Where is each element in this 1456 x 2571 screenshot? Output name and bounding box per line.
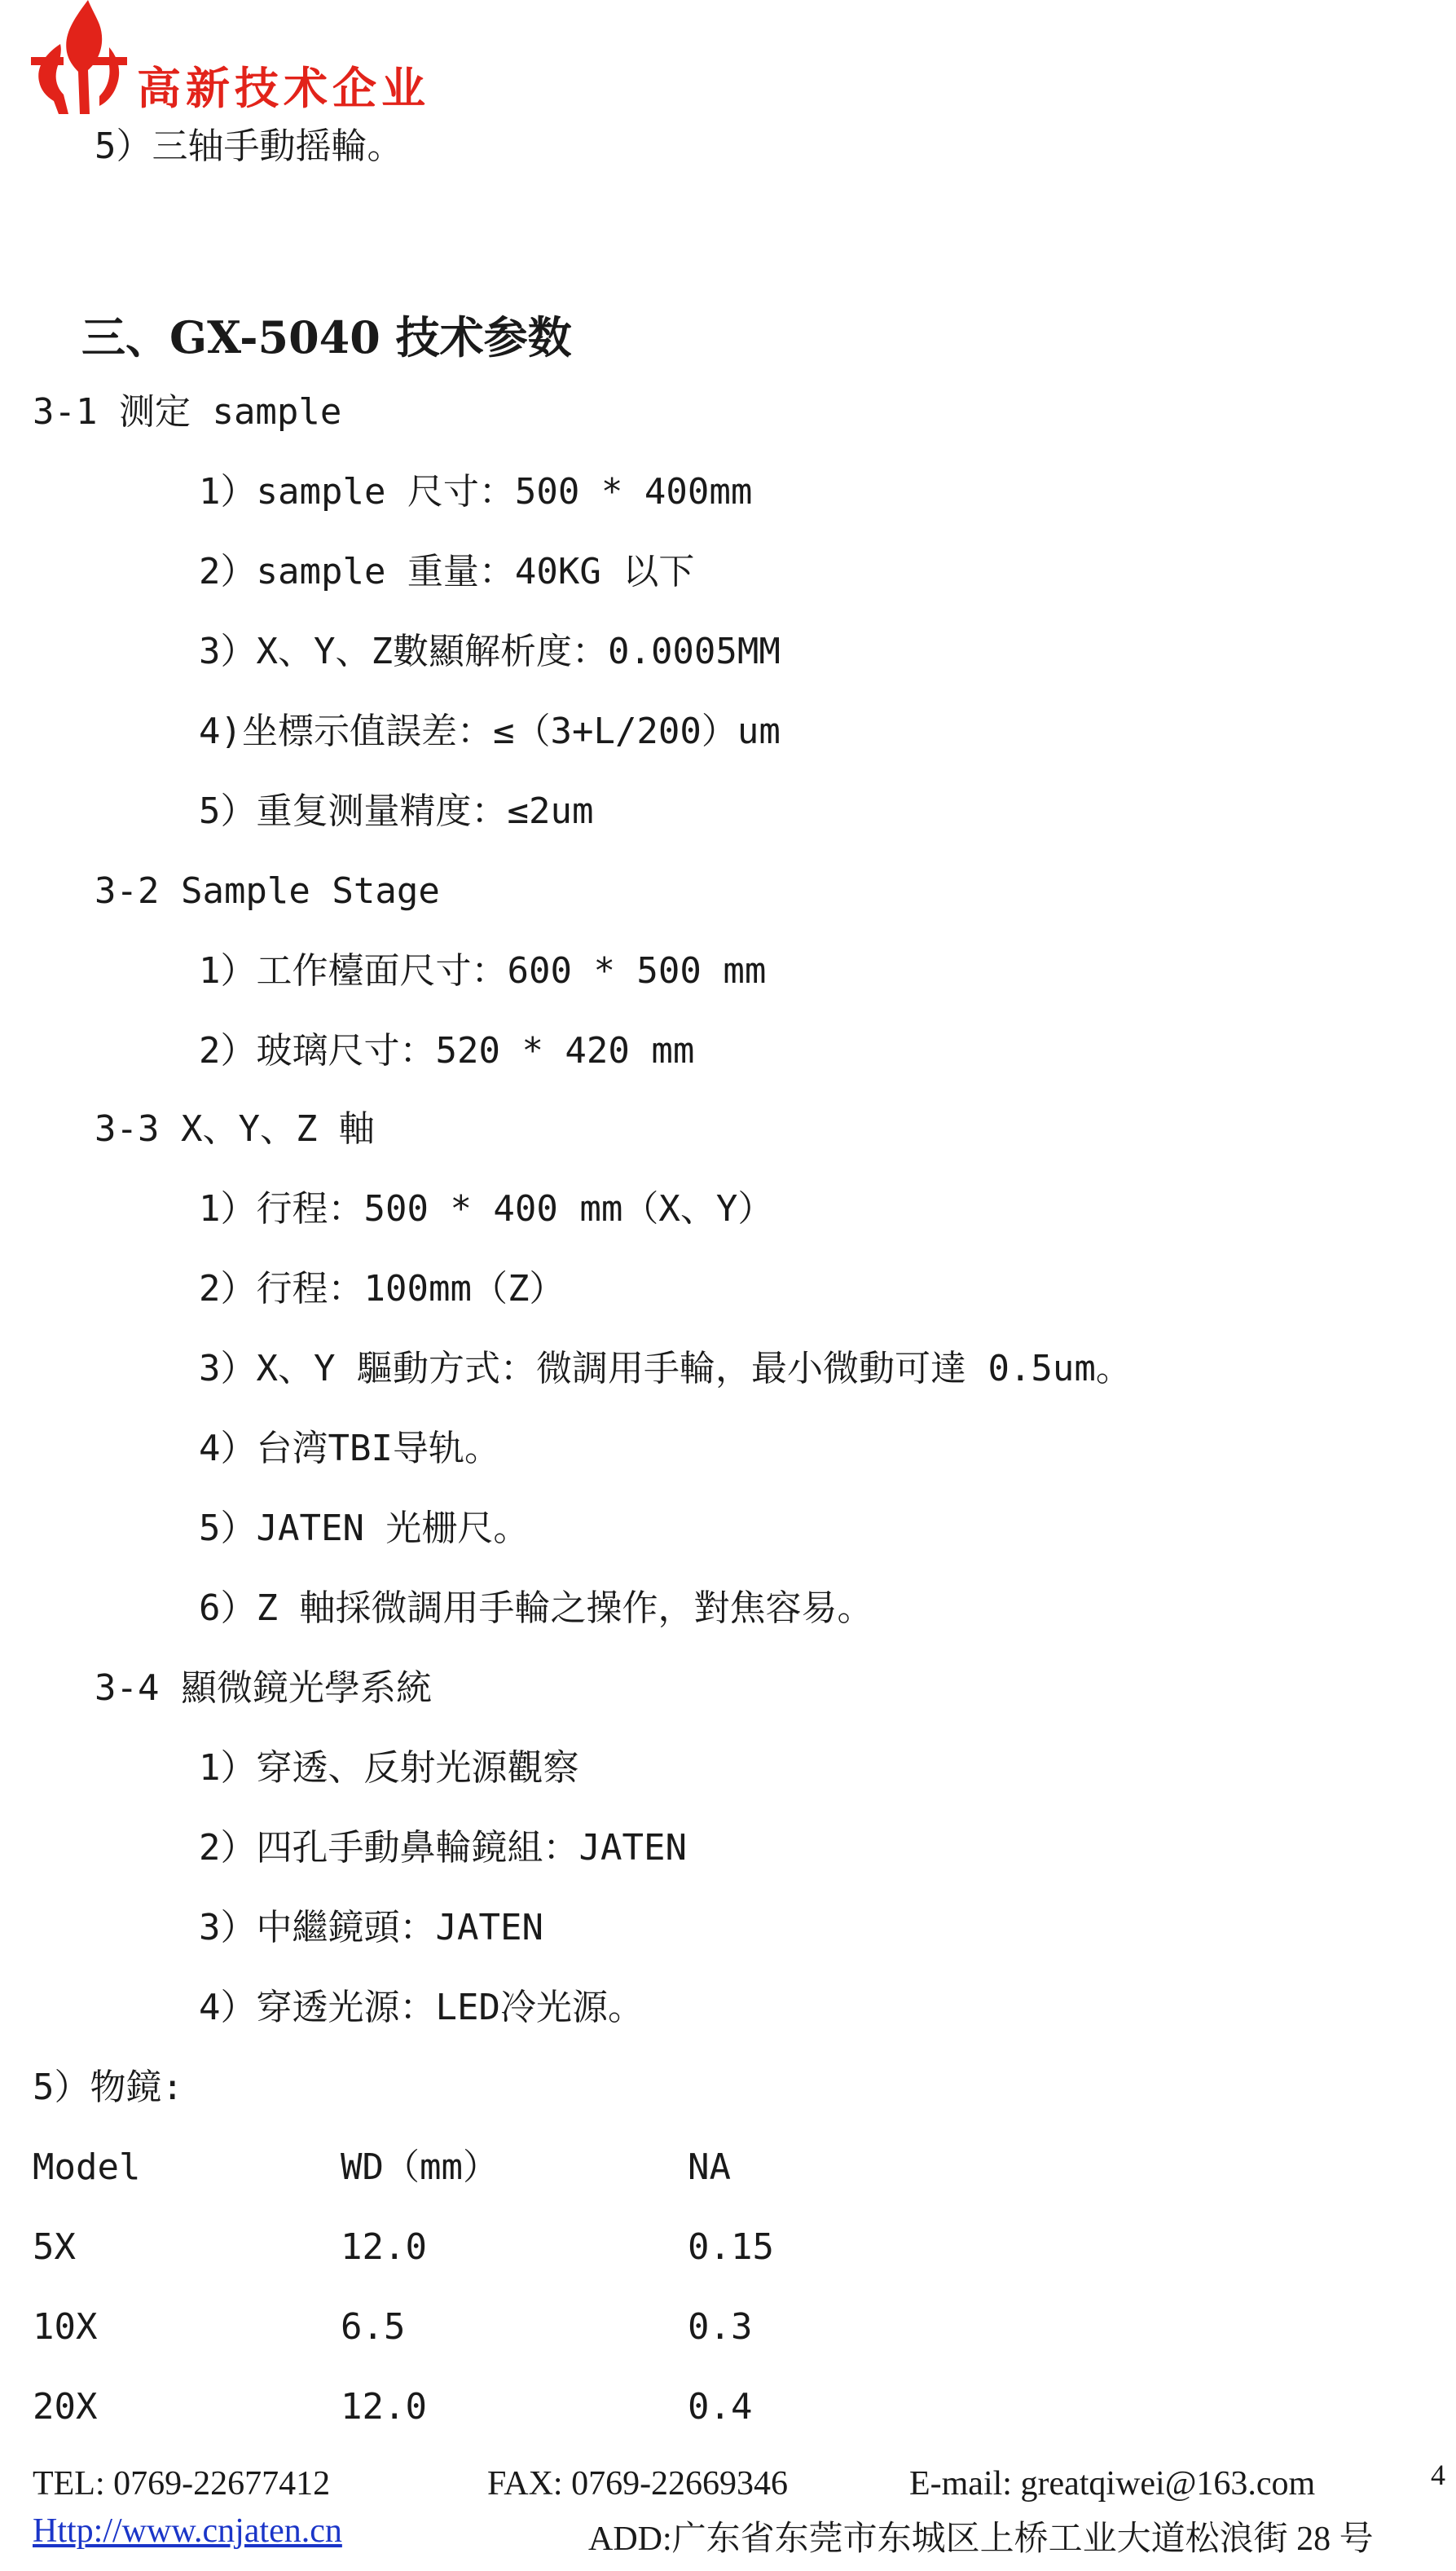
page-number: 4: [1431, 2459, 1445, 2491]
flame-emblem-icon: [31, 0, 127, 114]
footer-fax: FAX: 0769-22669346: [487, 2465, 789, 2503]
objective-label: 5）物鏡:: [33, 2067, 183, 2108]
table-cell: 10X: [33, 2306, 98, 2348]
table-cell: 0.3: [688, 2306, 753, 2348]
list-item: 5）JATEN 光栅尺。: [199, 1508, 530, 1549]
list-item: 1）穿透、反射光源觀察: [199, 1747, 579, 1789]
table-cell: 12.0: [341, 2226, 427, 2268]
block-heading: 3-2 Sample Stage: [95, 870, 440, 912]
list-item: 2）玻璃尺寸：520 * 420 mm: [199, 1030, 695, 1072]
block-heading: 3-1 测定 sample: [33, 391, 342, 433]
list-item: 4）穿透光源：LED冷光源。: [199, 1987, 644, 2028]
list-item: 2）四孔手動鼻輪鏡組：JATEN: [199, 1827, 687, 1869]
list-item: 1）工作檯面尺寸：600 * 500 mm: [199, 950, 767, 992]
section-title: 三、GX-5040 技术参数: [81, 311, 572, 363]
table-cell: 0.15: [688, 2226, 774, 2268]
block-heading: 3-3 X、Y、Z 軸: [95, 1108, 375, 1150]
table-cell: 12.0: [341, 2386, 427, 2428]
list-item: 6）Z 軸採微調用手輪之操作，對焦容易。: [199, 1587, 873, 1629]
list-item: 4）台湾TBI导轨。: [199, 1428, 500, 1469]
company-logo: [31, 0, 455, 114]
list-item: 4)坐標示值誤差：≤（3+L/200）um: [199, 711, 781, 752]
list-item: 1）行程：500 * 400 mm（X、Y）: [199, 1188, 774, 1230]
logo-text: 高新技术企业: [137, 63, 430, 114]
list-item: 2）sample 重量：40KG 以下: [199, 551, 695, 592]
list-item: 3）X、Y、Z數顯解析度：0.0005MM: [199, 631, 781, 672]
table-header-model: Model: [33, 2146, 141, 2188]
block-heading: 3-4 顯微鏡光學系統: [95, 1667, 432, 1709]
table-cell: 0.4: [688, 2386, 753, 2428]
list-item: 2）行程：100mm（Z）: [199, 1268, 565, 1310]
table-cell: 5X: [33, 2226, 76, 2268]
table-cell: 6.5: [341, 2306, 406, 2348]
footer-address: ADD:广东省东莞市东城区上桥工业大道松浪街 28 号: [588, 2520, 1374, 2558]
list-item: 5）重复测量精度：≤2um: [199, 790, 594, 832]
table-header-wd: WD（mm）: [341, 2146, 499, 2188]
table-cell: 20X: [33, 2386, 98, 2428]
footer-email: E-mail: greatqiwei@163.com: [909, 2465, 1316, 2503]
table-header-na: NA: [688, 2146, 731, 2188]
list-item: 3）中繼鏡頭：JATEN: [199, 1907, 543, 1948]
list-item: 1）sample 尺寸：500 * 400mm: [199, 471, 753, 513]
footer-website-link[interactable]: Http://www.cnjaten.cn: [33, 2512, 342, 2550]
list-item: 3）X、Y 驅動方式：微調用手輪，最小微動可達 0.5um。: [199, 1348, 1132, 1389]
intro-item: 5）三轴手動摇輪。: [95, 125, 403, 167]
footer-tel: TEL: 0769-22677412: [33, 2465, 331, 2503]
